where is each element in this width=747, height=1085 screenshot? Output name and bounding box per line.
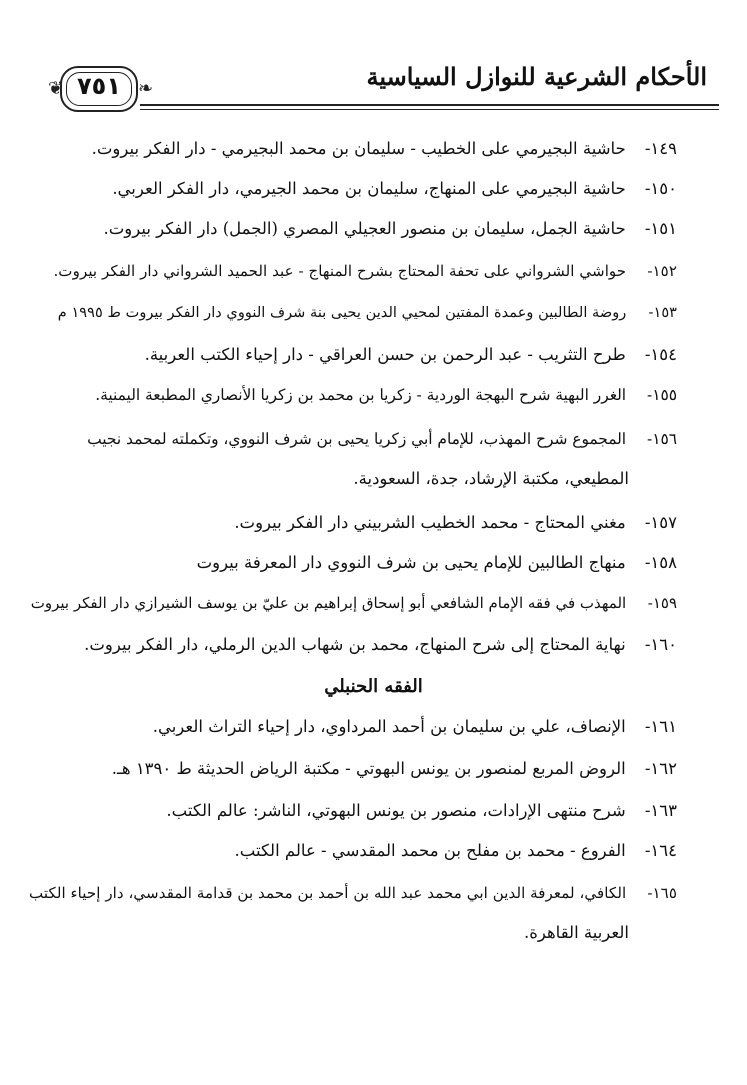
list-item: ١٥٣- روضة الطالبين وعمدة المفتين لمحيي الدين يحيى بنة شرف النووي دار الفكر بيروت ط ١٩٩٥ م <box>57 304 677 321</box>
header-rule-thin <box>140 109 719 110</box>
list-item: ١٥٩- المهذب في فقه الإمام الشافعي أبو إسحاق إبراهيم بن عليّ بن يوسف الشيرازي دار الفكر بيروت <box>30 594 677 612</box>
list-item: ١٥٧- مغني المحتاج - محمد الخطيب الشربيني دار الفكر بيروت. <box>234 513 677 532</box>
list-item: ١٦٤- الفروع - محمد بن مفلح بن محمد المقدسي - عالم الكتب. <box>234 841 677 860</box>
list-item: ١٦٥- الكافي، لمعرفة الدين ابي محمد عبد الله بن أحمد بن محمد بن قدامة المقدسي، دار إحياء الكتب <box>28 884 677 902</box>
ornament-right-icon: ❧ <box>138 78 154 99</box>
list-item: ١٥٤- طرح التثريب - عبد الرحمن بن حسن العراقي - دار إحياء الكتب العربية. <box>144 345 677 364</box>
header-rule <box>140 104 719 106</box>
list-item: ١٦١- الإنصاف، علي بن سليمان بن أحمد المرداوي، دار إحياء التراث العربي. <box>152 717 677 736</box>
list-item-continuation: المطيعي، مكتبة الإرشاد، جدة، السعودية. <box>353 469 629 488</box>
list-item: ١٦٣- شرح منتهى الإرادات، منصور بن يونس البهوتي، الناشر: عالم الكتب. <box>166 801 677 820</box>
list-item: ١٦٠- نهاية المحتاج إلى شرح المنهاج، محمد بن شهاب الدين الرملي، دار الفكر بيروت. <box>84 635 677 654</box>
running-title: الأحكام الشرعية للنوازل السياسية <box>366 62 707 91</box>
list-item: ١٥١- حاشية الجمل، سليمان بن منصور العجيلي المصري (الجمل) دار الفكر بيروت. <box>103 219 677 238</box>
section-heading: الفقه الحنبلي <box>324 676 423 697</box>
list-item: ١٤٩- حاشية البجيرمي على الخطيب - سليمان بن محمد البجيرمي - دار الفكر بيروت. <box>91 139 677 158</box>
list-item: ١٥٨- منهاج الطالبين للإمام يحيى بن شرف النووي دار المعرفة بيروت <box>196 553 677 572</box>
list-item: ١٦٢- الروض المربع لمنصور بن يونس البهوتي - مكتبة الرياض الحديثة ط ١٣٩٠ هـ. <box>111 759 677 778</box>
page-number: ٧٥١ <box>77 72 121 100</box>
list-item: ١٥٦- المجموع شرح المهذب، للإمام أبي زكريا يحيى بن شرف النووي، وتكملته لمحمد نجيب <box>87 430 677 448</box>
list-item: ١٥٥- الغرر البهية شرح البهجة الوردية - زكريا بن محمد بن زكريا الأنصاري المطبعة اليمنية. <box>95 386 677 404</box>
list-item: ١٥٠- حاشية البجيرمي على المنهاج، سليمان بن محمد الجيرمي، دار الفكر العربي. <box>112 179 677 198</box>
list-item: ١٥٢- حواشي الشرواني على تحفة المحتاج بشرح المنهاج - عبد الحميد الشرواني دار الفكر بيروت. <box>53 262 677 280</box>
ornament-left-icon: ❦ <box>48 78 64 99</box>
page-header <box>0 0 747 130</box>
list-item-continuation: العربية القاهرة. <box>523 923 629 942</box>
